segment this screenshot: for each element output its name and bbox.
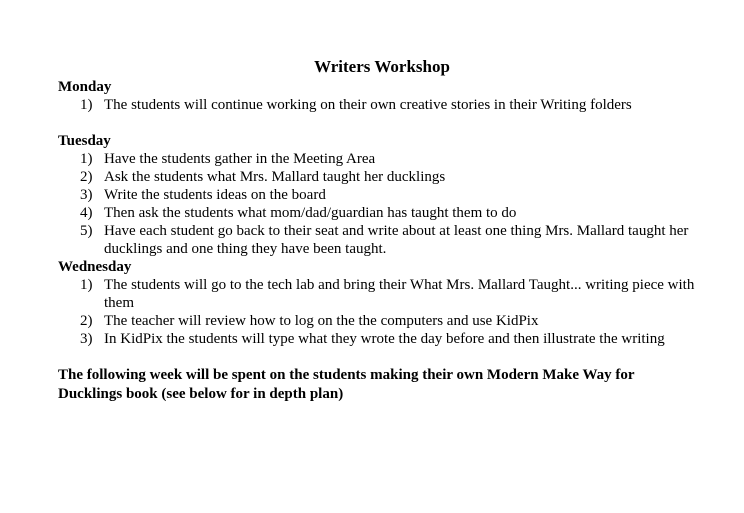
- list-item-text: Ask the students what Mrs. Mallard taught her ducklings: [104, 169, 446, 185]
- list-item-number: 5): [80, 223, 93, 239]
- list-item-number: 3): [80, 187, 93, 203]
- list-item-number: 2): [80, 313, 93, 329]
- list-item: [80, 312, 700, 330]
- list-item-number: 1): [80, 97, 93, 113]
- day-heading-wednesday: Wednesday: [58, 259, 132, 275]
- list-item: [80, 186, 700, 204]
- list-item: [80, 150, 700, 168]
- list-item-number: 1): [80, 277, 93, 293]
- list-item-text: The students will continue working on their own creative stories in their Writing folders: [104, 97, 632, 113]
- list-item-number: 3): [80, 331, 93, 347]
- list-item: [80, 276, 700, 312]
- list-item-text: Have each student go back to their seat and write about at least one thing Mrs. Mallard taught her ducklings and one thing they have been taught.: [104, 223, 689, 257]
- list-item-number: 1): [80, 151, 93, 167]
- list-item-text: Have the students gather in the Meeting Area: [104, 151, 376, 167]
- list-item: [80, 330, 700, 348]
- list-item: [80, 204, 700, 222]
- day-heading-monday: Monday: [58, 79, 112, 95]
- list-item-text: Then ask the students what mom/dad/guardian has taught them to do: [104, 205, 517, 221]
- list-item-text: In KidPix the students will type what they wrote the day before and then illustrate the writing: [104, 331, 665, 347]
- list-item-number: 4): [80, 205, 93, 221]
- list-item-number: 2): [80, 169, 93, 185]
- list-item-text: The students will go to the tech lab and bring their What Mrs. Mallard Taught... writing piece with them: [104, 277, 695, 311]
- list-item-text: The teacher will review how to log on the the computers and use KidPix: [104, 313, 539, 329]
- list-item-text: Write the students ideas on the board: [104, 187, 326, 203]
- list-item: [80, 168, 700, 186]
- day-heading-tuesday: Tuesday: [58, 133, 111, 149]
- list-item: [80, 222, 700, 258]
- list-item: [80, 96, 700, 114]
- footer-note: The following week will be spent on the students making their own Modern Make Way for Ducklings book (see below for in depth plan): [58, 367, 635, 402]
- document-title: Writers Workshop: [314, 57, 450, 76]
